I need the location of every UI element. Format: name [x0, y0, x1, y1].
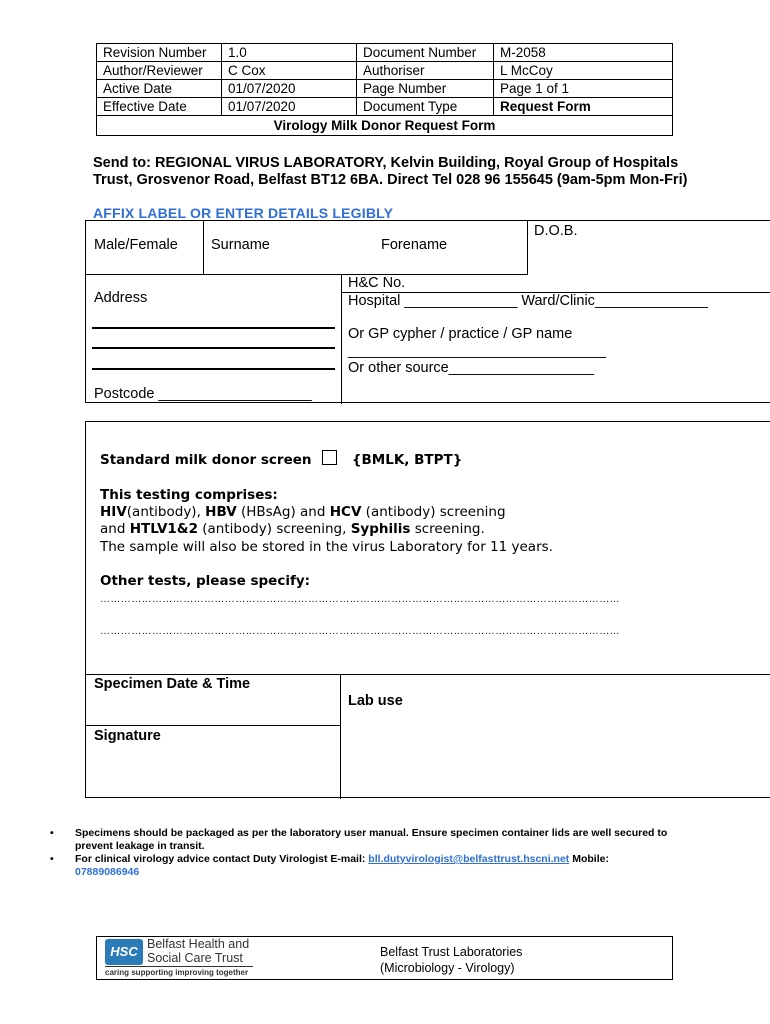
signature-label: Signature: [94, 728, 161, 744]
other-tests-line[interactable]: ……………………………………………………………………………………………………………………………………: [100, 626, 620, 637]
author-label: Author/Reviewer: [97, 62, 222, 80]
notes-list: [50, 827, 690, 879]
revision-number-label: Revision Number: [97, 44, 222, 62]
active-date-value: 01/07/2020: [222, 80, 357, 98]
syphilis-label: Syphilis: [350, 521, 411, 537]
document-number-value: M-2058: [494, 44, 673, 62]
trust-name-line-1: Belfast Health and: [147, 937, 250, 951]
and-text: and: [100, 521, 130, 537]
htlv-detail: (antibody) screening,: [197, 521, 351, 537]
tests-line-2: [100, 521, 485, 537]
specimen-date-time-label: Specimen Date & Time: [94, 676, 251, 692]
document-type-value: Request Form: [494, 98, 673, 116]
other-source-label: Or other source__________________: [348, 360, 594, 376]
other-tests-heading: Other tests, please specify:: [100, 573, 311, 589]
other-tests-line[interactable]: ……………………………………………………………………………………………………………………………………: [100, 594, 620, 605]
forename-field-label: Forename: [381, 237, 448, 253]
bullet-icon: •: [50, 827, 54, 839]
authoriser-value: L McCoy: [494, 62, 673, 80]
form-title: Virology Milk Donor Request Form: [97, 116, 673, 136]
lab-name: [380, 944, 522, 976]
htlv-label: HTLV1&2: [129, 521, 198, 537]
active-date-label: Active Date: [97, 80, 222, 98]
mobile-number: 07889086946: [75, 866, 140, 878]
column-divider: [341, 274, 342, 404]
postcode-field-label: Postcode ___________________: [94, 386, 312, 402]
hospital-ward-label: Hospital ______________ Ward/Clinic______________: [348, 293, 708, 309]
hiv-label: HIV: [100, 504, 127, 520]
hiv-detail: (antibody),: [126, 504, 206, 520]
column-divider: [340, 674, 341, 799]
trust-name-line-2: Social Care Trust: [147, 951, 243, 965]
advice-note-prefix: For clinical virology advice contact Duty Virologist E-mail:: [75, 853, 369, 865]
trust-tagline: caring supporting improving together: [105, 968, 249, 977]
row-divider: [86, 274, 527, 275]
lab-name-line-2: (Microbiology - Virology): [380, 961, 515, 975]
hcv-label: HCV: [329, 504, 362, 520]
note-item: [50, 853, 690, 879]
mobile-label: Mobile:: [569, 853, 609, 865]
syphilis-detail: screening.: [410, 521, 485, 537]
column-divider: [527, 221, 528, 275]
patient-details-box: [85, 220, 770, 403]
affix-label-instruction: AFFIX LABEL OR ENTER DETAILS LEGIBLY: [93, 205, 394, 221]
duty-virologist-email-link[interactable]: bll.dutyvirologist@belfasttrust.hscni.net: [368, 853, 570, 865]
address-line[interactable]: [92, 347, 335, 349]
screen-codes: {BMLK, BTPT}: [351, 452, 463, 468]
hcv-detail: (antibody) screening: [361, 504, 506, 520]
document-control-table: [96, 43, 673, 136]
trust-name: [147, 937, 249, 965]
gp-line[interactable]: ________________________________: [348, 343, 607, 359]
effective-date-label: Effective Date: [97, 98, 222, 116]
dob-field-label: D.O.B.: [534, 223, 578, 239]
packaging-note: Specimens should be packaged as per the laboratory user manual. Ensure specimen container lids are well secured to prevent leakage in transit.: [75, 827, 668, 852]
section-divider: [86, 674, 770, 675]
author-value: C Cox: [222, 62, 357, 80]
footer-box: [96, 936, 673, 980]
hbv-detail: (HBsAg) and: [236, 504, 330, 520]
page-number-value: Page 1 of 1: [494, 80, 673, 98]
standard-screen-row: [100, 450, 462, 468]
lab-use-label: Lab use: [348, 693, 403, 709]
note-item: [50, 827, 690, 853]
hbv-label: HBV: [205, 504, 237, 520]
document-number-label: Document Number: [357, 44, 494, 62]
logo-underline: [105, 966, 253, 967]
bullet-icon: •: [50, 853, 54, 865]
document-type-label: Document Type: [357, 98, 494, 116]
comprises-heading: This testing comprises:: [100, 487, 278, 503]
lab-name-line-1: Belfast Trust Laboratories: [380, 945, 523, 959]
row-divider: [86, 725, 340, 726]
effective-date-value: 01/07/2020: [222, 98, 357, 116]
standard-screen-label: Standard milk donor screen: [100, 452, 312, 468]
column-divider: [203, 221, 204, 275]
send-to-address: Send to: REGIONAL VIRUS LABORATORY, Kelvin Building, Royal Group of Hospitals Trust, Grosvenor Road, Belfast BT12 6BA. Direct Tel 028 96 155645 (9am-5pm Mon-Fri): [93, 155, 688, 188]
tests-box: [85, 421, 770, 798]
gp-label: Or GP cypher / practice / GP name: [348, 326, 573, 342]
address-line[interactable]: [92, 327, 335, 329]
sex-field-label: Male/Female: [94, 237, 178, 253]
hsc-logo-mark: HSC: [110, 944, 138, 959]
address-line[interactable]: [92, 368, 335, 370]
hc-number-label: H&C No.: [348, 275, 406, 291]
hsc-logo: [105, 939, 143, 965]
standard-screen-checkbox[interactable]: [322, 450, 337, 465]
storage-note: The sample will also be stored in the virus Laboratory for 11 years.: [100, 539, 553, 555]
authoriser-label: Authoriser: [357, 62, 494, 80]
address-field-label: Address: [94, 290, 148, 306]
revision-number-value: 1.0: [222, 44, 357, 62]
tests-line-1: [100, 504, 506, 520]
surname-field-label: Surname: [211, 237, 270, 253]
page-number-label: Page Number: [357, 80, 494, 98]
